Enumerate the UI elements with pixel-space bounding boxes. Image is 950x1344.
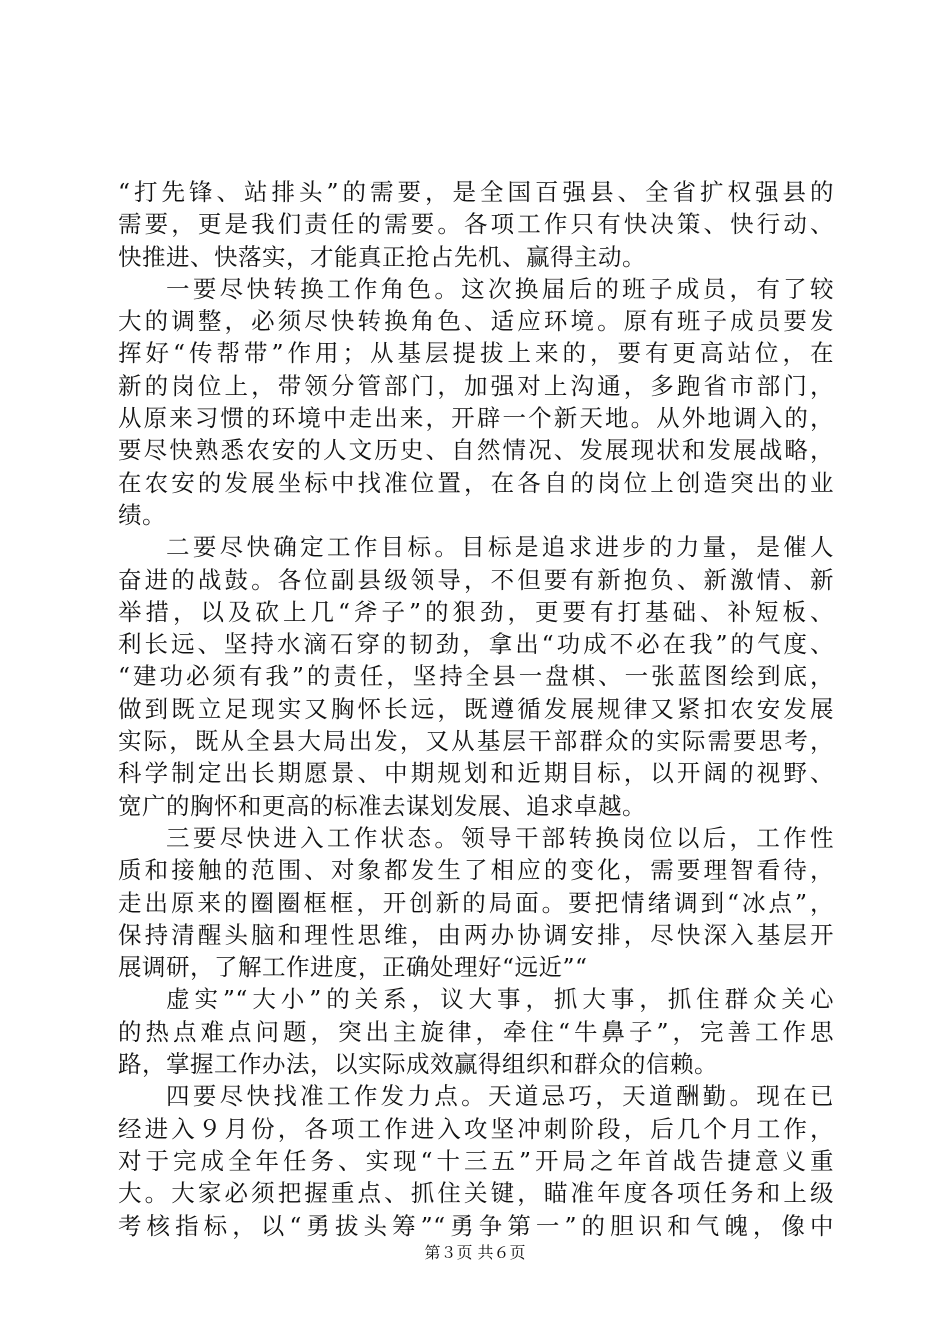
text-line: 要尽快熟悉农安的人文历史、自然情况、发展现状和发展战略， <box>118 436 834 465</box>
text-line: 质和接触的范围、对象都发生了相应的变化，需要理智看待， <box>118 856 834 885</box>
text-line: “打先锋、站排头”的需要，是全国百强县、全省扩权强县的 <box>118 178 834 206</box>
text-line: 四要尽快找准工作发力点。天道忌巧，天道酬勤。现在已 <box>166 1082 834 1111</box>
text-line: 宽广的胸怀和更高的标准去谋划发展、追求卓越。 <box>118 791 646 820</box>
text-line: 科学制定出长期愿景、中期规划和近期目标，以开阔的视野、 <box>118 759 834 788</box>
text-line: 保持清醒头脑和理性思维，由两办协调安排，尽快深入基层开 <box>118 920 834 949</box>
text-line: 快推进、快落实，才能真正抢占先机、赢得主动。 <box>118 242 646 271</box>
text-line: 三要尽快进入工作状态。领导干部转换岗位以后，工作性 <box>166 823 834 852</box>
text-line: 的热点难点问题，突出主旋律，牵住“牛鼻子”，完善工作思 <box>118 1017 834 1046</box>
text-line: 展调研，了解工作进度，正确处理好“远近”“ <box>118 953 588 982</box>
text-line: 在农安的发展坐标中找准位置，在各自的岗位上创造突出的业 <box>118 468 834 497</box>
text-line: 做到既立足现实又胸怀长远，既遵循发展规律又紧扣农安发展 <box>118 694 834 723</box>
text-line: 走出原来的圈圈框框，开创新的局面。要把情绪调到“冰点”， <box>118 888 834 917</box>
text-line: “建功必须有我”的责任，坚持全县一盘棋、一张蓝图绘到底， <box>118 662 834 691</box>
page-number-footer: 第３页 共６页 <box>424 1243 526 1262</box>
text-line: 举措，以及砍上几“斧子”的狠劲，更要有打基础、补短板、 <box>118 597 834 626</box>
text-line: 实际，既从全县大局出发，又从基层干部群众的实际需要思考， <box>118 727 834 756</box>
text-line: 利长远、坚持水滴石穿的韧劲，拿出“功成不必在我”的气度、 <box>118 630 834 659</box>
text-line: 虚实”“大小”的关系，议大事，抓大事，抓住群众关心 <box>166 985 834 1014</box>
text-line: 需要，更是我们责任的需要。各项工作只有快决策、快行动、 <box>118 210 834 239</box>
text-line: 绩。 <box>118 500 166 529</box>
document-body <box>118 176 834 1242</box>
text-line: 二要尽快确定工作目标。目标是追求进步的力量，是催人 <box>166 533 834 562</box>
text-line: 新的岗位上，带领分管部门，加强对上沟通，多跑省市部门， <box>118 371 834 400</box>
text-line: 路，掌握工作办法，以实际成效赢得组织和群众的信赖。 <box>118 1050 718 1079</box>
text-line: 一要尽快转换工作角色。这次换届后的班子成员，有了较 <box>166 274 834 303</box>
text-line: 大。大家必须把握重点、抓住关键，瞄准年度各项任务和上级 <box>118 1179 834 1208</box>
text-line: 奋进的战鼓。各位副县级领导，不但要有新抱负、新激情、新 <box>118 565 834 594</box>
text-line: 挥好“传帮带”作用；从基层提拔上来的，要有更高站位，在 <box>118 339 834 368</box>
text-line: 大的调整，必须尽快转换角色、适应环境。原有班子成员要发 <box>118 307 834 336</box>
text-line: 从原来习惯的环境中走出来，开辟一个新天地。从外地调入的， <box>118 404 834 433</box>
text-line: 对于完成全年任务、实现“十三五”开局之年首战告捷意义重 <box>118 1146 834 1175</box>
text-line: 经进入９月份，各项工作进入攻坚冲刺阶段，后几个月工作， <box>118 1114 834 1143</box>
text-line: 考核指标，以“勇拔头筹”“勇争第一”的胆识和气魄，像中 <box>118 1211 834 1240</box>
